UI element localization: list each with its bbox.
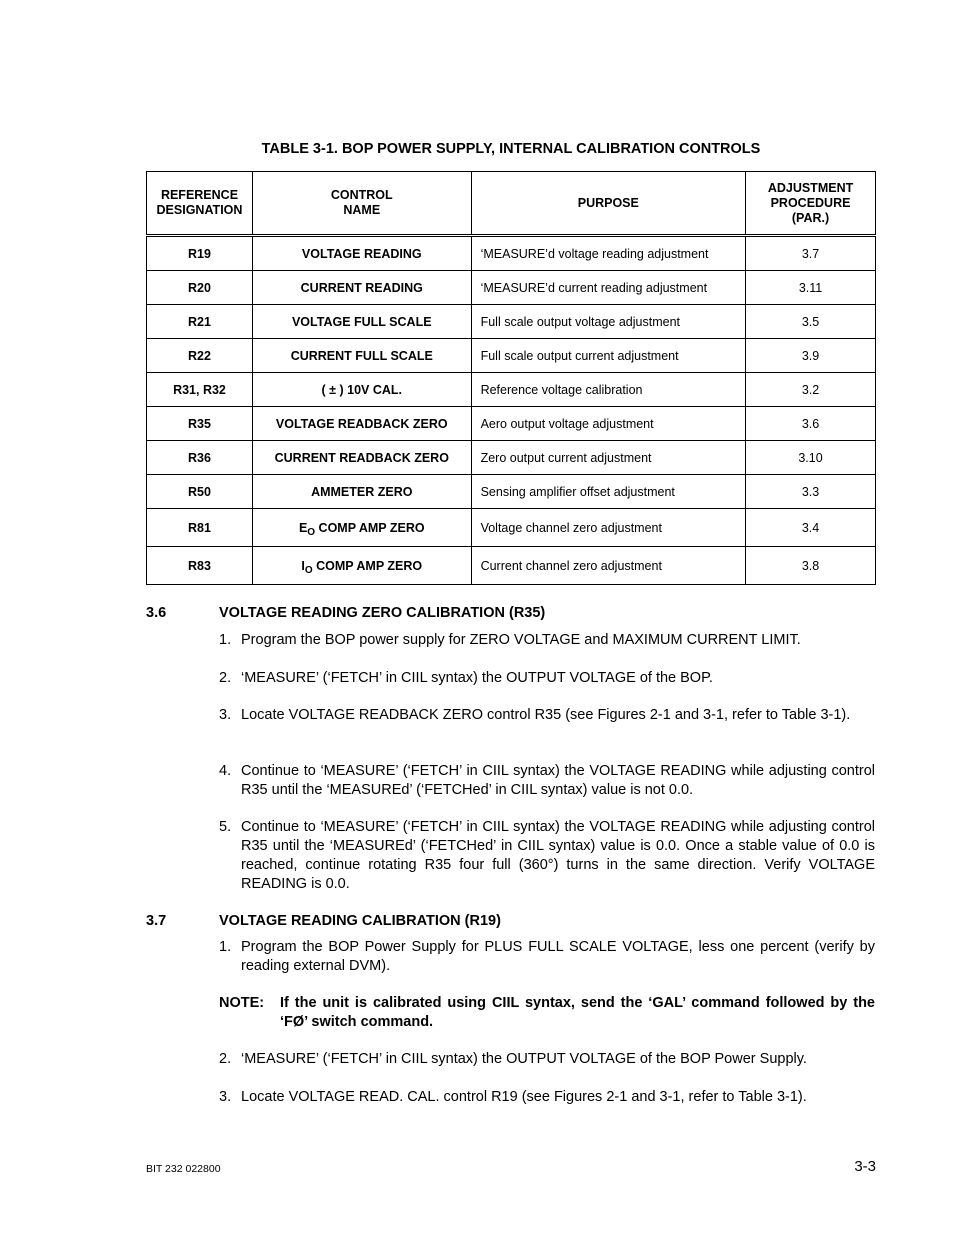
cell-ref: R22 <box>147 339 253 373</box>
cell-purpose: Voltage channel zero adjustment <box>471 509 745 547</box>
cell-purpose: Aero output voltage adjustment <box>471 407 745 441</box>
step-item: 4. Continue to ‘MEASURE’ (‘FETCH’ in CIIL syntax) the VOLTAGE READING while adjusting control R35 until the ‘MEASUREd’ (‘FETCHed’ in CIIL syntax) value is not 0.0. <box>219 763 875 798</box>
cell-control-name: CURRENT FULL SCALE <box>252 339 471 373</box>
section-title: VOLTAGE READING CALIBRATION (R19) <box>219 913 501 929</box>
note-label: NOTE: <box>219 995 265 1011</box>
header-reference-designation: REFERENCE DESIGNATION <box>147 172 253 236</box>
step-item: 2. ‘MEASURE’ (‘FETCH’ in CIIL syntax) the OUTPUT VOLTAGE of the BOP. <box>219 670 713 686</box>
cell-ref: R31, R32 <box>147 373 253 407</box>
cell-control-name: VOLTAGE FULL SCALE <box>252 305 471 339</box>
cell-ref: R83 <box>147 547 253 585</box>
cell-purpose: Full scale output current adjustment <box>471 339 745 373</box>
cell-ref: R19 <box>147 236 253 271</box>
note-block <box>219 994 875 1032</box>
header-control-name: CONTROL NAME <box>252 172 471 236</box>
table-row <box>147 547 876 585</box>
section-number: 3.6 <box>146 605 167 621</box>
cell-par: 3.4 <box>746 509 876 547</box>
table-title: TABLE 3-1. BOP POWER SUPPLY, INTERNAL CALIBRATION CONTROLS <box>261 141 761 157</box>
section-title: VOLTAGE READING ZERO CALIBRATION (R35) <box>219 605 546 621</box>
table-row <box>147 373 876 407</box>
table-row <box>147 441 876 475</box>
cell-par: 3.6 <box>746 407 876 441</box>
cell-purpose: Sensing amplifier offset adjustment <box>471 475 745 509</box>
cell-control-name: VOLTAGE READING <box>252 236 471 271</box>
section-number: 3.7 <box>146 913 167 929</box>
cell-ref: R50 <box>147 475 253 509</box>
cell-control-name: CURRENT READING <box>252 271 471 305</box>
calibration-controls-table <box>146 171 876 585</box>
cell-par: 3.9 <box>746 339 876 373</box>
cell-ref: R81 <box>147 509 253 547</box>
cell-ref: R21 <box>147 305 253 339</box>
cell-control-name: ( ± ) 10V CAL. <box>252 373 471 407</box>
header-purpose: PURPOSE <box>471 172 745 236</box>
table-row <box>147 305 876 339</box>
header-adjustment-procedure: ADJUSTMENT PROCEDURE (PAR.) <box>746 172 876 236</box>
table-header-row <box>147 172 876 236</box>
step-item: 1. Program the BOP power supply for ZERO VOLTAGE and MAXIMUM CURRENT LIMIT. <box>219 632 801 648</box>
footer-doc-id: BIT 232 022800 <box>146 1163 221 1175</box>
cell-purpose: ‘MEASURE’d current reading adjustment <box>471 271 745 305</box>
cell-purpose: Current channel zero adjustment <box>471 547 745 585</box>
cell-control-name: $E_O$ COMP AMP ZERO <box>252 509 471 547</box>
cell-par: 3.2 <box>746 373 876 407</box>
cell-par: 3.5 <box>746 305 876 339</box>
table-row <box>147 271 876 305</box>
cell-par: 3.3 <box>746 475 876 509</box>
table-row <box>147 236 876 271</box>
cell-control-name: AMMETER ZERO <box>252 475 471 509</box>
cell-purpose: Reference voltage calibration <box>471 373 745 407</box>
cell-purpose: Zero output current adjustment <box>471 441 745 475</box>
cell-par: 3.11 <box>746 271 876 305</box>
cell-ref: R36 <box>147 441 253 475</box>
cell-ref: R20 <box>147 271 253 305</box>
step-item: 3. Locate VOLTAGE READBACK ZERO control R35 (see Figures 2-1 and 3-1, refer to Table 3-1). <box>219 707 851 723</box>
step-item: 5. Continue to ‘MEASURE’ (‘FETCH’ in CIIL syntax) the VOLTAGE READING while adjusting control R35 until the ‘MEASUREd’ (‘FETCHed’ in CIIL syntax) value is 0.0. Once a stable value of 0.0 is reached, continue rotating R35 four full (360°) turns in the same direction. Verify VOLTAGE READING is 0.0. <box>219 819 875 892</box>
cell-par: 3.7 <box>746 236 876 271</box>
cell-par: 3.10 <box>746 441 876 475</box>
cell-ref: R35 <box>147 407 253 441</box>
step-item: 1. Program the BOP Power Supply for PLUS FULL SCALE VOLTAGE, less one percent (verify by reading external DVM). <box>219 939 875 974</box>
cell-purpose: ‘MEASURE’d voltage reading adjustment <box>471 236 745 271</box>
cell-control-name: VOLTAGE READBACK ZERO <box>252 407 471 441</box>
note-text: If the unit is calibrated using CIIL syntax, send the ‘GAL’ command followed by the ‘FØ’ switch command. <box>280 995 875 1030</box>
page-number: 3-3 <box>854 1158 876 1175</box>
step-item: 3. Locate VOLTAGE READ. CAL. control R19 (see Figures 2-1 and 3-1, refer to Table 3-1). <box>219 1089 807 1105</box>
cell-control-name: $I_O$ COMP AMP ZERO <box>252 547 471 585</box>
table-row <box>147 475 876 509</box>
step-item: 2. ‘MEASURE’ (‘FETCH’ in CIIL syntax) the OUTPUT VOLTAGE of the BOP Power Supply. <box>219 1051 807 1067</box>
table-row <box>147 509 876 547</box>
table-row <box>147 339 876 373</box>
table-row <box>147 407 876 441</box>
cell-control-name: CURRENT READBACK ZERO <box>252 441 471 475</box>
cell-par: 3.8 <box>746 547 876 585</box>
cell-purpose: Full scale output voltage adjustment <box>471 305 745 339</box>
